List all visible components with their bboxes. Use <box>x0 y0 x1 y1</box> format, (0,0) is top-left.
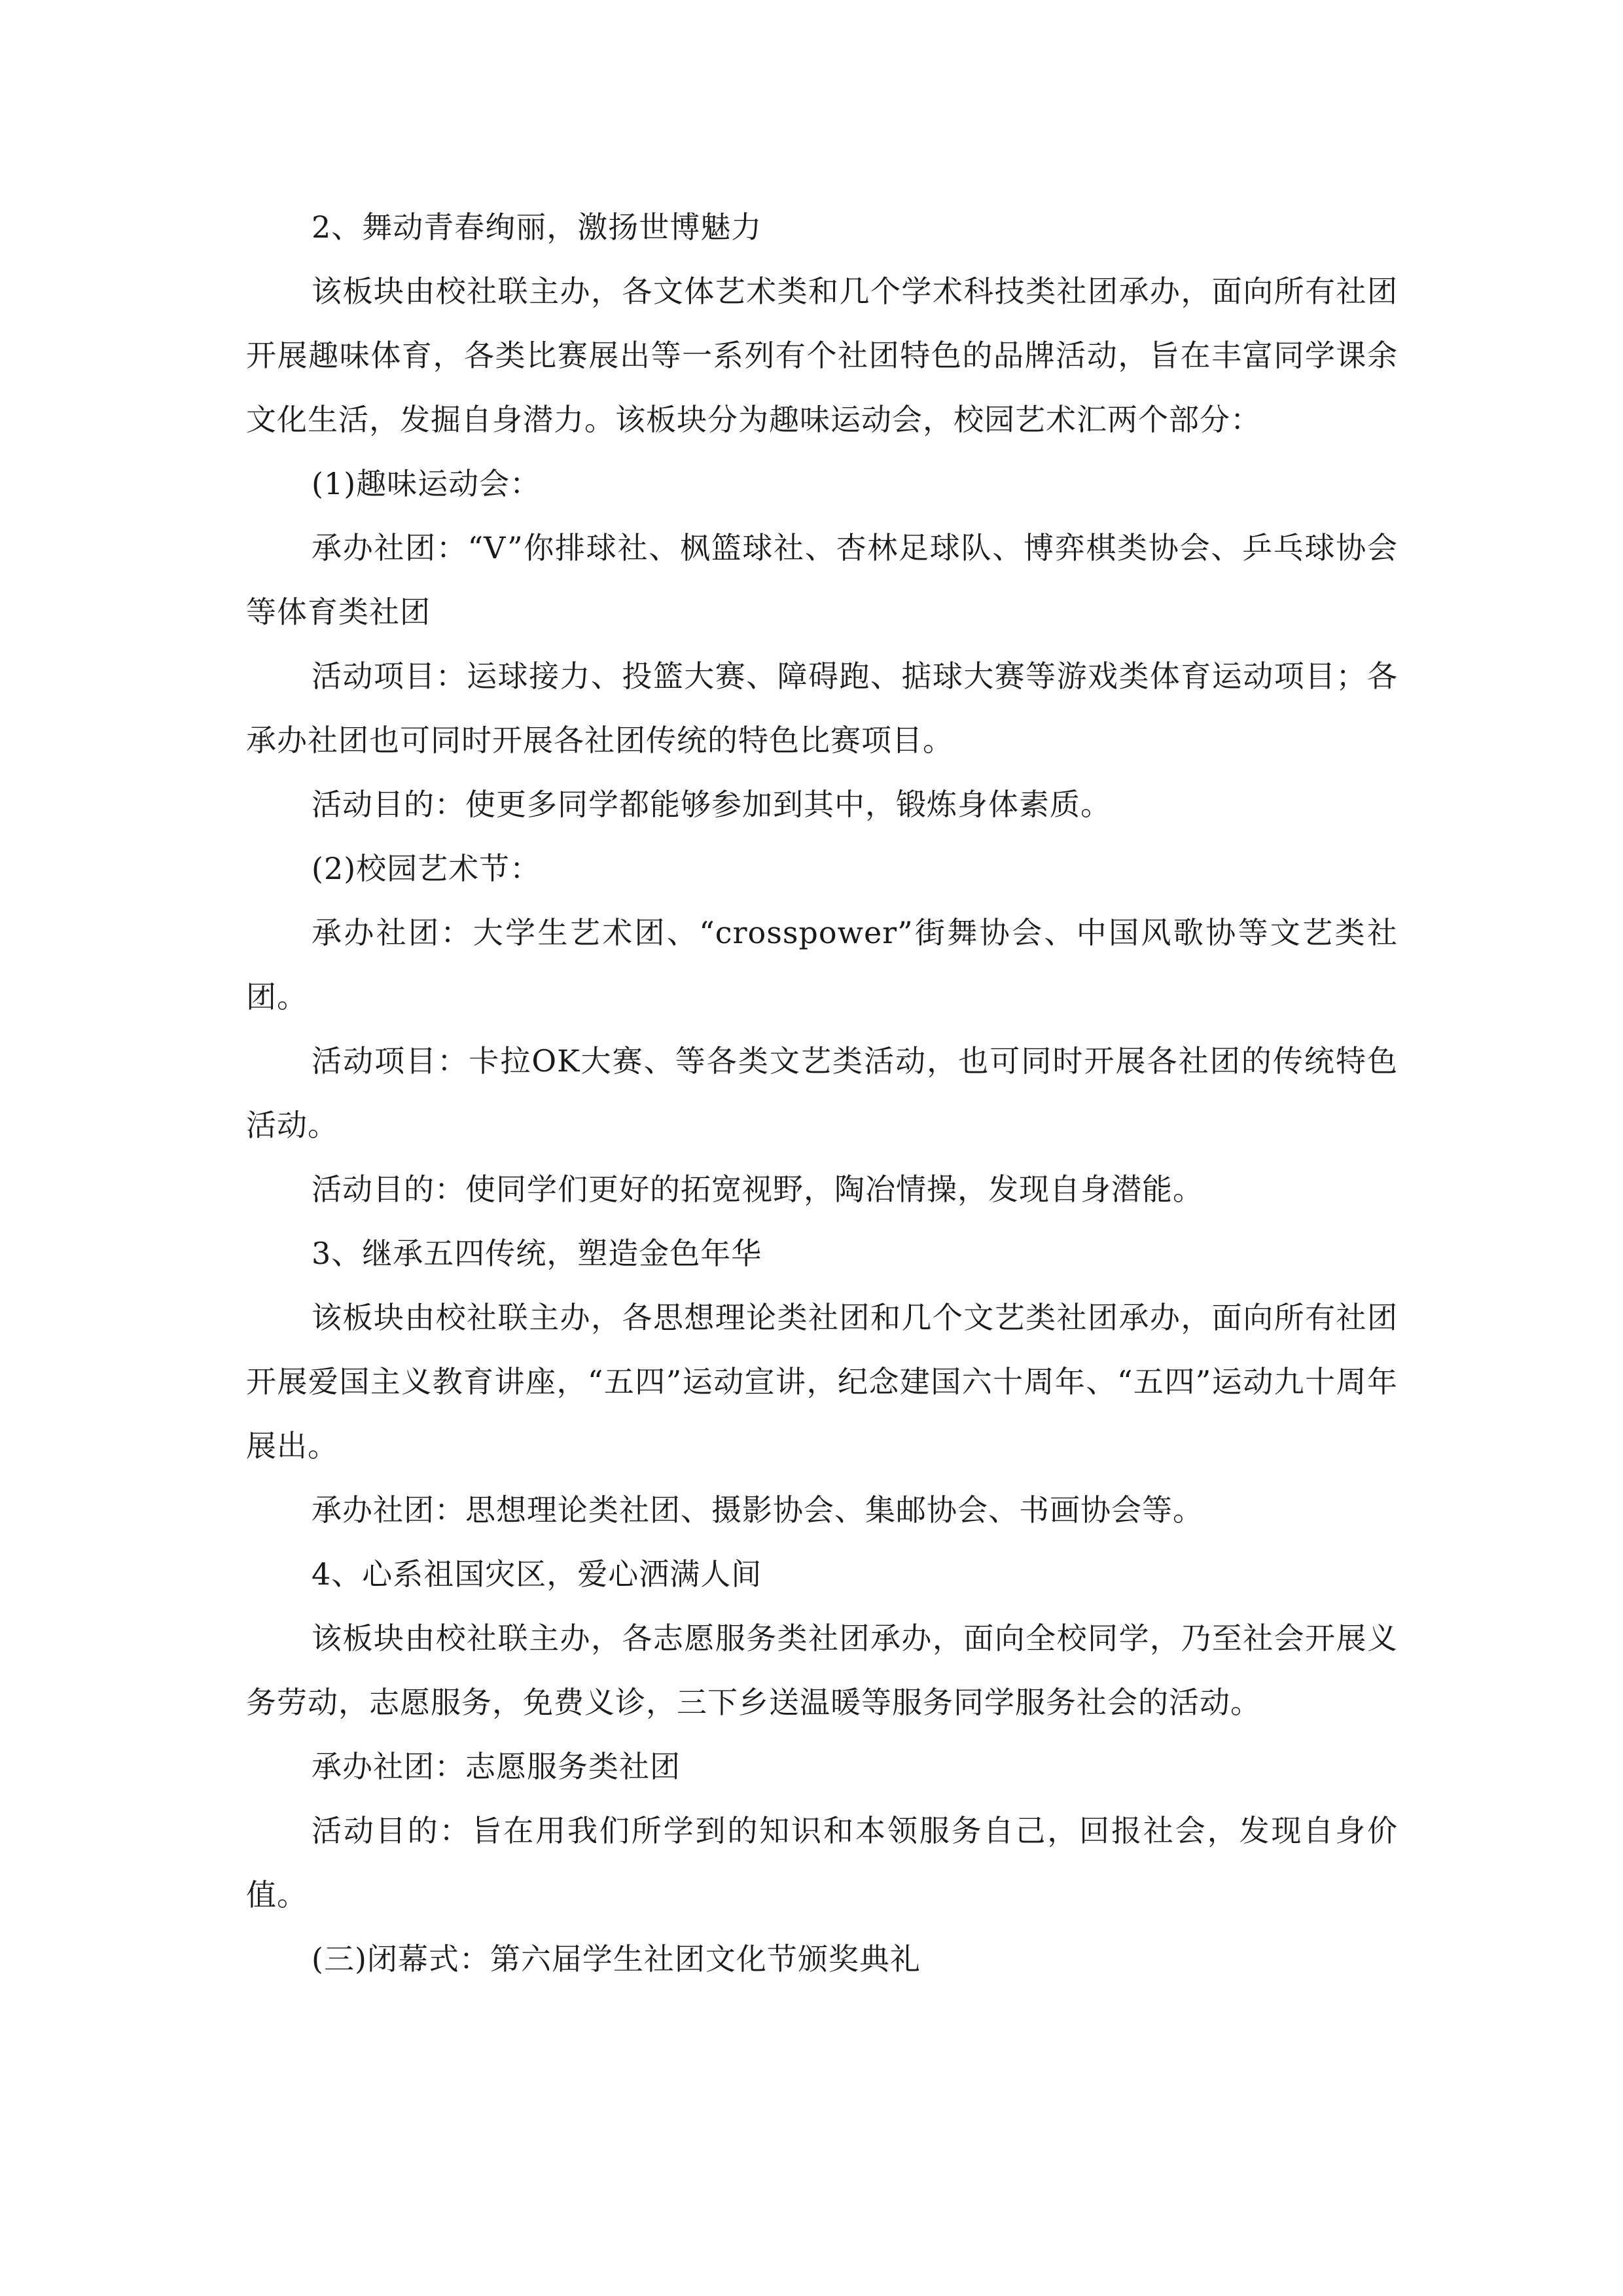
section-heading-closing: (三)闭幕式：第六届学生社团文化节颁奖典礼 <box>312 1941 921 1977</box>
paragraph: 该板块由校社联主办，各思想理论类社团和几个文艺类社团承办，面向所有社团开展爱国主义教育讲座，“五四”运动宣讲，纪念建国六十周年、“五四”运动九十周年展出。 <box>246 1300 1398 1463</box>
subheading-art-festival: (2)校园艺术节： <box>312 851 541 886</box>
paragraph: 承办社团：大学生艺术团、“crosspower”街舞协会、中国风歌协等文艺类社团。 <box>246 915 1398 1014</box>
paragraph: 活动项目：运球接力、投篮大赛、障碍跑、掂球大赛等游戏类体育运动项目；各承办社团也可同时开展各社团传统的特色比赛项目。 <box>246 658 1398 758</box>
paragraph: 活动项目：卡拉OK大赛、等各类文艺类活动，也可同时开展各社团的传统特色活动。 <box>246 1043 1398 1143</box>
section-heading-3: 3、继承五四传统，塑造金色年华 <box>312 1236 762 1271</box>
paragraph: 活动目的：使更多同学都能够参加到其中，锻炼身体素质。 <box>312 787 1111 822</box>
document-body <box>246 195 1398 1991</box>
paragraph: 该板块由校社联主办，各志愿服务类社团承办，面向全校同学，乃至社会开展义务劳动，志愿服务，免费义诊，三下乡送温暖等服务同学服务社会的活动。 <box>246 1621 1398 1720</box>
paragraph: 该板块由校社联主办，各文体艺术类和几个学术科技类社团承办，面向所有社团开展趣味体育，各类比赛展出等一系列有个社团特色的品牌活动，旨在丰富同学课余文化生活，发掘自身潜力。该板块分为趣味运动会，校园艺术汇两个部分： <box>246 274 1398 437</box>
paragraph: 承办社团：思想理论类社团、摄影协会、集邮协会、书画协会等。 <box>312 1492 1204 1528</box>
subheading-fun-sports: (1)趣味运动会： <box>312 466 541 501</box>
paragraph: 承办社团：志愿服务类社团 <box>312 1749 681 1784</box>
section-heading-4: 4、心系祖国灾区，爱心洒满人间 <box>312 1556 762 1592</box>
paragraph: 承办社团：“V”你排球社、枫篮球社、杏林足球队、博弈棋类协会、乒乓球协会等体育类社团 <box>246 530 1398 630</box>
paragraph: 活动目的：旨在用我们所学到的知识和本领服务自己，回报社会，发现自身价值。 <box>246 1813 1398 1912</box>
section-heading-2: 2、舞动青春绚丽，激扬世博魅力 <box>312 209 762 245</box>
paragraph: 活动目的：使同学们更好的拓宽视野，陶冶情操，发现自身潜能。 <box>312 1172 1204 1207</box>
